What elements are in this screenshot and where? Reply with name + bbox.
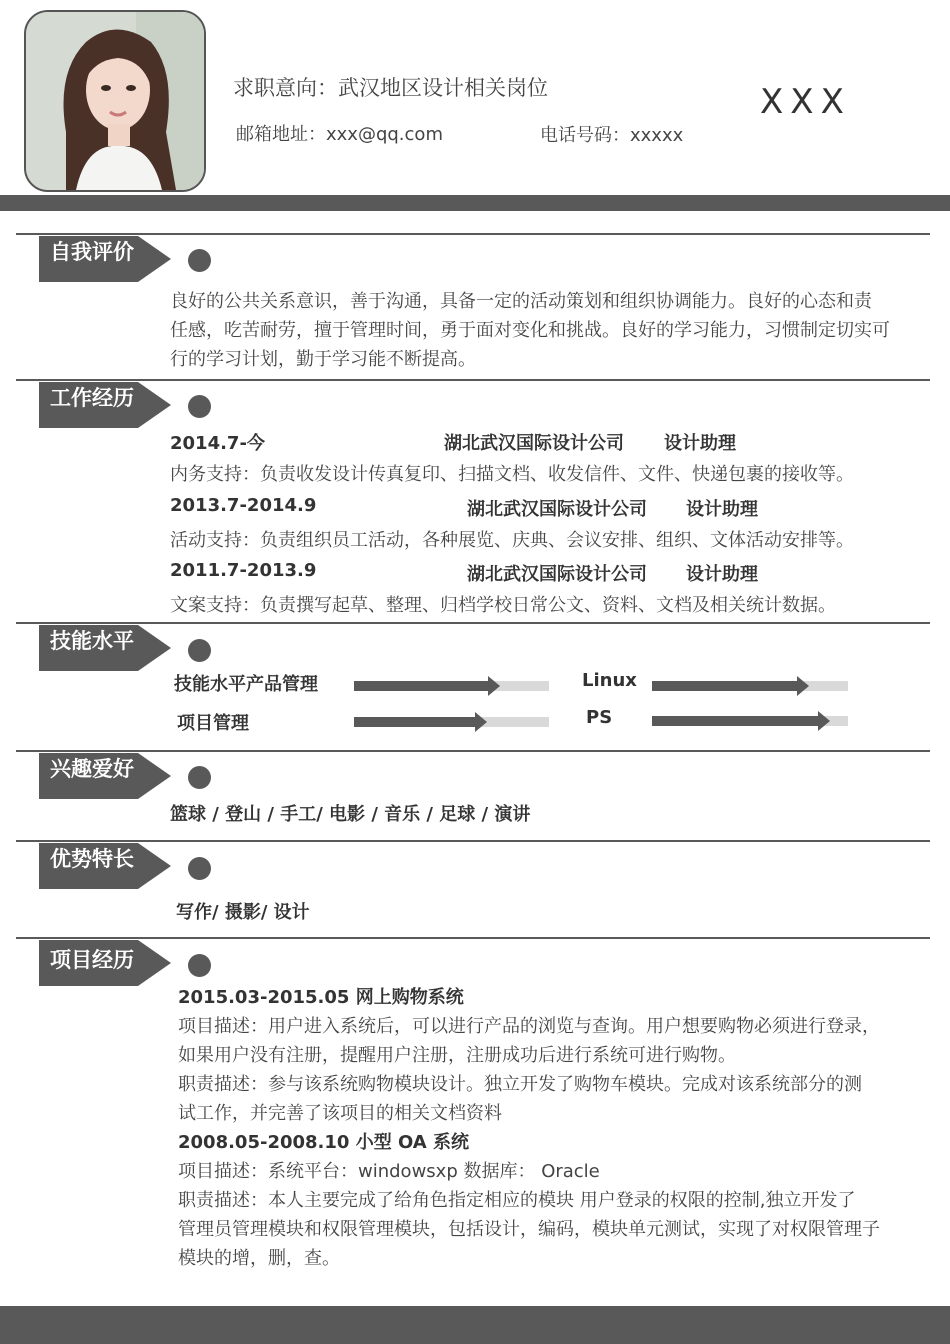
job-intent: 求职意向：武汉地区设计相关岗位	[233, 76, 548, 100]
project-heading: 2008.05-2008.10 小型 OA 系统	[178, 1132, 469, 1153]
email-address: 邮箱地址：xxx@qq.com	[236, 124, 443, 145]
hobbies-text: 篮球 / 登山 / 手工/ 电影 / 音乐 / 足球 / 演讲	[170, 804, 531, 825]
project-line: 项目描述：系统平台：windowsxp 数据库： Oracle	[178, 1161, 600, 1182]
footer-bar	[0, 1306, 950, 1344]
project-line: 试工作，并完善了该项目的相关文档资料	[178, 1103, 502, 1124]
section-rule	[16, 840, 930, 842]
header-divider-bar	[0, 195, 950, 211]
self-eval-text	[170, 287, 890, 374]
section-dot	[188, 857, 211, 880]
skill-bar	[354, 717, 549, 727]
section-dot	[188, 249, 211, 272]
section-rule	[16, 233, 930, 235]
project-line: 如果用户没有注册，提醒用户注册，注册成功后进行系统可进行购物。	[178, 1045, 736, 1066]
project-line: 项目描述：用户进入系统后，可以进行产品的浏览与查询。用户想要购物必须进行登录，	[178, 1016, 880, 1037]
skill-bar	[652, 681, 848, 691]
strengths-text: 写作/ 摄影/ 设计	[176, 902, 310, 923]
work-role: 设计助理	[686, 564, 758, 585]
section-title-work: 工作经历	[50, 386, 134, 410]
work-company: 湖北武汉国际设计公司	[444, 433, 624, 454]
section-rule	[16, 622, 930, 624]
projects-text	[178, 983, 880, 1273]
work-date: 2011.7-2013.9	[170, 560, 317, 581]
section-rule	[16, 937, 930, 939]
work-role: 设计助理	[664, 433, 736, 454]
work-date: 2013.7-2014.9	[170, 495, 317, 516]
work-description: 内务支持：负责收发设计传真复印、扫描文档、收发信件、文件、快递包裹的接收等。	[170, 464, 854, 485]
section-rule	[16, 750, 930, 752]
section-dot	[188, 395, 211, 418]
section-title-projects: 项目经历	[50, 948, 134, 972]
section-dot	[188, 639, 211, 662]
work-company: 湖北武汉国际设计公司	[467, 564, 647, 585]
section-title-self-eval: 自我评价	[50, 240, 134, 264]
work-description: 文案支持：负责撰写起草、整理、归档学校日常公文、资料、文档及相关统计数据。	[170, 595, 836, 616]
skill-label: PS	[586, 707, 613, 728]
section-rule	[16, 379, 930, 381]
self-eval-line: 任感，吃苦耐劳，擅于管理时间，勇于面对变化和挑战。良好的学习能力，习惯制定切实可	[170, 320, 890, 341]
section-title-strengths: 优势特长	[50, 847, 134, 871]
profile-photo	[24, 10, 206, 192]
work-company: 湖北武汉国际设计公司	[467, 499, 647, 520]
skill-bar	[652, 716, 848, 726]
project-line: 管理员管理模块和权限管理模块，包括设计，编码，模块单元测试，实现了对权限管理子	[178, 1219, 880, 1240]
project-line: 职责描述：参与该系统购物模块设计。独立开发了购物车模块。完成对该系统部分的测	[178, 1074, 862, 1095]
skill-bar	[354, 681, 549, 691]
phone-number: 电话号码：xxxxx	[540, 125, 684, 146]
candidate-name: XXX	[760, 82, 851, 122]
skill-label: Linux	[582, 670, 637, 691]
section-dot	[188, 766, 211, 789]
project-heading: 2015.03-2015.05 网上购物系统	[178, 987, 464, 1008]
skill-label: 技能水平产品管理	[174, 674, 318, 695]
skill-label: 项目管理	[177, 713, 249, 734]
work-role: 设计助理	[686, 499, 758, 520]
section-title-skills: 技能水平	[50, 629, 134, 653]
portrait-illustration	[26, 12, 204, 190]
project-line: 模块的增，删，查。	[178, 1248, 340, 1269]
section-title-hobbies: 兴趣爱好	[50, 757, 134, 781]
self-eval-line: 良好的公共关系意识，善于沟通，具备一定的活动策划和组织协调能力。良好的心态和责	[170, 291, 872, 312]
work-date: 2014.7-今	[170, 433, 265, 454]
project-line: 职责描述：本人主要完成了给角色指定相应的模块 用户登录的权限的控制,独立开发了	[178, 1190, 856, 1211]
section-dot	[188, 954, 211, 977]
self-eval-line: 行的学习计划，勤于学习能不断提高。	[170, 349, 476, 370]
work-description: 活动支持：负责组织员工活动，各种展览、庆典、会议安排、组织、文体活动安排等。	[170, 530, 854, 551]
